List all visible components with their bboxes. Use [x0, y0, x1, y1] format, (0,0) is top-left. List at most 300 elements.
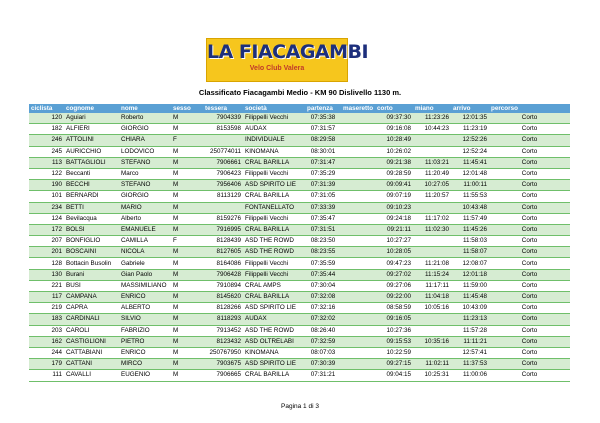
cell-cognome: CAMPANA — [64, 292, 119, 303]
cell-percorso: Corto — [489, 157, 570, 168]
cell-tessera: 8159276 — [203, 213, 243, 224]
cell-partenza: 07:35:47 — [305, 213, 341, 224]
cell-nome: Roberto — [119, 113, 171, 124]
table-row — [29, 359, 570, 370]
cell-arrivo: 12:01:18 — [451, 269, 489, 280]
cell-percorso: Corto — [489, 202, 570, 213]
cell-cognome: BOSCAINI — [64, 247, 119, 258]
cell-miano: 11:02:30 — [413, 224, 451, 235]
cell-maseretto — [341, 146, 375, 157]
cell-arrivo: 10:43:48 — [451, 202, 489, 213]
cell-arrivo: 11:00:06 — [451, 370, 489, 381]
cell-cognome: Bottacin Busolin — [64, 258, 119, 269]
cell-sesso: M — [171, 336, 203, 347]
cell-tessera: 250774011 — [203, 146, 243, 157]
cell-miano: 11:20:57 — [413, 191, 451, 202]
cell-percorso: Corto — [489, 314, 570, 325]
cell-corto: 09:15:53 — [375, 336, 413, 347]
col-header-tessera: tessera — [203, 104, 243, 113]
table-row — [29, 202, 570, 213]
cell-tessera — [203, 135, 243, 146]
cell-ciclista: 234 — [29, 202, 64, 213]
cell-corto: 09:28:59 — [375, 168, 413, 179]
cell-societa: ASD THE ROWD — [243, 247, 305, 258]
cell-miano — [413, 135, 451, 146]
cell-societa: CRAL BARILLA — [243, 370, 305, 381]
cell-miano — [413, 247, 451, 258]
cell-corto: 09:22:00 — [375, 292, 413, 303]
cell-societa: Filippelli Vecchi — [243, 258, 305, 269]
cell-percorso: Corto — [489, 135, 570, 146]
col-header-cognome: cognome — [64, 104, 119, 113]
table-row — [29, 347, 570, 358]
cell-miano: 11:20:49 — [413, 168, 451, 179]
cell-arrivo: 11:00:11 — [451, 180, 489, 191]
cell-arrivo: 12:52:24 — [451, 146, 489, 157]
cell-tessera: 8128439 — [203, 236, 243, 247]
cell-sesso: M — [171, 258, 203, 269]
cell-cognome: BUSI — [64, 280, 119, 291]
cell-tessera: 8164086 — [203, 258, 243, 269]
club-logo — [206, 38, 369, 82]
cell-sesso: F — [171, 135, 203, 146]
cell-ciclista: 244 — [29, 347, 64, 358]
cell-percorso: Corto — [489, 180, 570, 191]
cell-maseretto — [341, 280, 375, 291]
cell-sesso: M — [171, 202, 203, 213]
cell-sesso: M — [171, 180, 203, 191]
cell-ciclista: 179 — [29, 359, 64, 370]
cell-nome: ENRICO — [119, 347, 171, 358]
cell-arrivo: 11:59:00 — [451, 280, 489, 291]
cell-ciclista: 245 — [29, 146, 64, 157]
cell-tessera: 250767950 — [203, 347, 243, 358]
cell-corto: 09:27:15 — [375, 359, 413, 370]
cell-ciclista: 221 — [29, 280, 64, 291]
cell-arrivo: 11:37:53 — [451, 359, 489, 370]
cell-ciclista: 172 — [29, 224, 64, 235]
cell-nome: STEFANO — [119, 157, 171, 168]
cell-nome: Gabriele — [119, 258, 171, 269]
cell-maseretto — [341, 314, 375, 325]
col-header-societa: società — [243, 104, 305, 113]
cell-ciclista: 111 — [29, 370, 64, 381]
cell-ciclista: 246 — [29, 135, 64, 146]
cell-percorso: Corto — [489, 347, 570, 358]
cell-ciclista: 162 — [29, 336, 64, 347]
cell-tessera: 8123432 — [203, 336, 243, 347]
cell-sesso: M — [171, 224, 203, 235]
cell-ciclista: 101 — [29, 191, 64, 202]
cell-partenza: 07:31:05 — [305, 191, 341, 202]
cell-societa: ASD SPIRITO LIE — [243, 359, 305, 370]
cell-arrivo: 12:08:07 — [451, 258, 489, 269]
cell-nome: EUGENIO — [119, 370, 171, 381]
cell-cognome: BERNARDI — [64, 191, 119, 202]
cell-miano — [413, 236, 451, 247]
table-row — [29, 180, 570, 191]
cell-societa: ASD OLTRELABI — [243, 336, 305, 347]
cell-nome: GIORGIO — [119, 191, 171, 202]
cell-societa: ASD SPIRITO LIE — [243, 180, 305, 191]
cell-cognome: Burani — [64, 269, 119, 280]
cell-sesso: M — [171, 370, 203, 381]
cell-sesso: M — [171, 325, 203, 336]
cell-partenza: 07:31:57 — [305, 124, 341, 135]
cell-partenza: 07:35:29 — [305, 168, 341, 179]
cell-maseretto — [341, 370, 375, 381]
cell-societa: ASD SPIRITO LIE — [243, 303, 305, 314]
table-header — [29, 104, 570, 113]
table-body — [29, 113, 570, 381]
cell-arrivo: 10:43:09 — [451, 303, 489, 314]
cell-percorso: Corto — [489, 224, 570, 235]
cell-partenza: 07:32:02 — [305, 314, 341, 325]
cell-ciclista: 201 — [29, 247, 64, 258]
cell-corto: 09:16:05 — [375, 314, 413, 325]
table-row — [29, 168, 570, 179]
cell-sesso: M — [171, 146, 203, 157]
cell-societa: KINOMANA — [243, 347, 305, 358]
cell-miano — [413, 202, 451, 213]
cell-maseretto — [341, 359, 375, 370]
cell-nome: ENRICO — [119, 292, 171, 303]
cell-percorso: Corto — [489, 325, 570, 336]
cell-maseretto — [341, 292, 375, 303]
cell-cognome: CATTANI — [64, 359, 119, 370]
col-header-ciclista: ciclista — [29, 104, 64, 113]
cell-sesso: M — [171, 113, 203, 124]
cell-nome: GIORGIO — [119, 124, 171, 135]
cell-percorso: Corto — [489, 359, 570, 370]
cell-ciclista: 113 — [29, 157, 64, 168]
cell-partenza: 07:35:59 — [305, 258, 341, 269]
cell-partenza: 07:31:51 — [305, 224, 341, 235]
table-row — [29, 314, 570, 325]
results-table — [29, 104, 570, 382]
cell-miano: 11:03:21 — [413, 157, 451, 168]
cell-sesso: M — [171, 168, 203, 179]
cell-tessera: 7906661 — [203, 157, 243, 168]
cell-sesso: M — [171, 314, 203, 325]
cell-cognome: Aguiari — [64, 113, 119, 124]
cell-sesso: M — [171, 280, 203, 291]
col-header-percorso: percorso — [489, 104, 570, 113]
cell-miano: 10:35:16 — [413, 336, 451, 347]
cell-sesso: F — [171, 236, 203, 247]
cell-ciclista: 130 — [29, 269, 64, 280]
cell-corto: 09:09:41 — [375, 180, 413, 191]
cell-cognome: BOLSI — [64, 224, 119, 235]
cell-sesso: M — [171, 303, 203, 314]
cell-nome: ALBERTO — [119, 303, 171, 314]
cell-sesso: M — [171, 157, 203, 168]
col-header-sesso: sesso — [171, 104, 203, 113]
cell-nome: LODOVICO — [119, 146, 171, 157]
cell-societa: FONTANELLATO — [243, 202, 305, 213]
cell-societa: ASD THE ROWD — [243, 236, 305, 247]
cell-percorso: Corto — [489, 370, 570, 381]
table-row — [29, 135, 570, 146]
cell-cognome: CASTIGLIONI — [64, 336, 119, 347]
cell-maseretto — [341, 325, 375, 336]
cell-ciclista: 219 — [29, 303, 64, 314]
cell-corto: 09:27:06 — [375, 280, 413, 291]
cell-maseretto — [341, 347, 375, 358]
cell-ciclista: 182 — [29, 124, 64, 135]
cell-ciclista: 203 — [29, 325, 64, 336]
cell-corto: 09:21:11 — [375, 224, 413, 235]
cell-miano: 10:27:05 — [413, 180, 451, 191]
cell-ciclista: 190 — [29, 180, 64, 191]
cell-tessera: 8127605 — [203, 247, 243, 258]
cell-partenza: 07:32:16 — [305, 303, 341, 314]
cell-societa: KINOMANA — [243, 146, 305, 157]
table-row — [29, 113, 570, 124]
cell-corto: 09:10:23 — [375, 202, 413, 213]
cell-ciclista: 128 — [29, 258, 64, 269]
cell-sesso: M — [171, 347, 203, 358]
cell-nome: PIETRO — [119, 336, 171, 347]
table-row — [29, 325, 570, 336]
header-row — [29, 104, 570, 113]
col-header-nome: nome — [119, 104, 171, 113]
cell-maseretto — [341, 180, 375, 191]
table-row — [29, 336, 570, 347]
cell-arrivo: 11:23:19 — [451, 124, 489, 135]
page-number: Pagina 1 di 3 — [281, 403, 319, 410]
cell-nome: STEFANO — [119, 180, 171, 191]
cell-arrivo: 11:57:49 — [451, 213, 489, 224]
cell-corto: 09:21:38 — [375, 157, 413, 168]
col-header-maseretto: maseretto — [343, 105, 374, 112]
table-row — [29, 280, 570, 291]
cell-miano: 10:25:31 — [413, 370, 451, 381]
cell-corto: 09:27:02 — [375, 269, 413, 280]
cell-partenza: 07:31:21 — [305, 370, 341, 381]
cell-percorso: Corto — [489, 168, 570, 179]
cell-percorso: Corto — [489, 303, 570, 314]
cell-tessera: 8113129 — [203, 191, 243, 202]
cell-tessera: 7904339 — [203, 113, 243, 124]
cell-tessera — [203, 202, 243, 213]
cell-societa: Filippelli Vecchi — [243, 213, 305, 224]
cell-sesso: M — [171, 359, 203, 370]
cell-corto: 08:58:59 — [375, 303, 413, 314]
cell-maseretto — [341, 236, 375, 247]
cell-corto: 10:28:05 — [375, 247, 413, 258]
cell-cognome: CAPRA — [64, 303, 119, 314]
cell-maseretto — [341, 168, 375, 179]
cell-arrivo: 12:52:26 — [451, 135, 489, 146]
cell-partenza: 08:29:58 — [305, 135, 341, 146]
cell-partenza: 08:07:03 — [305, 347, 341, 358]
cell-maseretto — [341, 113, 375, 124]
table-row — [29, 303, 570, 314]
cell-tessera: 7956406 — [203, 180, 243, 191]
logo-subtitle: Velo Club Valera — [249, 65, 305, 72]
cell-tessera: 7906428 — [203, 269, 243, 280]
cell-tessera: 7906423 — [203, 168, 243, 179]
cell-arrivo: 11:58:07 — [451, 247, 489, 258]
cell-cognome: CARDINALI — [64, 314, 119, 325]
cell-nome: Alberto — [119, 213, 171, 224]
cell-arrivo: 12:01:35 — [451, 113, 489, 124]
cell-partenza: 07:30:04 — [305, 280, 341, 291]
cell-societa: CRAL BARILLA — [243, 157, 305, 168]
cell-nome: NICOLA — [119, 247, 171, 258]
cell-cognome: BECCHI — [64, 180, 119, 191]
table-row — [29, 292, 570, 303]
cell-societa: AUDAX — [243, 124, 305, 135]
cell-sesso: M — [171, 124, 203, 135]
cell-sesso: M — [171, 191, 203, 202]
cell-arrivo: 11:11:21 — [451, 336, 489, 347]
cell-corto: 10:27:27 — [375, 236, 413, 247]
cell-miano: 11:17:11 — [413, 280, 451, 291]
cell-nome: Gian Paolo — [119, 269, 171, 280]
cell-arrivo: 12:01:48 — [451, 168, 489, 179]
cell-tessera: 8118293 — [203, 314, 243, 325]
cell-partenza: 08:23:50 — [305, 236, 341, 247]
cell-corto: 10:27:36 — [375, 325, 413, 336]
cell-miano: 10:05:16 — [413, 303, 451, 314]
table-row — [29, 191, 570, 202]
cell-nome: MARIO — [119, 202, 171, 213]
cell-arrivo: 11:45:26 — [451, 224, 489, 235]
cell-percorso: Corto — [489, 124, 570, 135]
cell-miano — [413, 314, 451, 325]
cell-sesso: M — [171, 292, 203, 303]
cell-corto: 09:47:23 — [375, 258, 413, 269]
table-row — [29, 370, 570, 381]
cell-cognome: CATTABIANI — [64, 347, 119, 358]
cell-partenza: 07:32:08 — [305, 292, 341, 303]
cell-tessera: 7906665 — [203, 370, 243, 381]
cell-nome: Marco — [119, 168, 171, 179]
cell-maseretto — [341, 269, 375, 280]
cell-percorso: Corto — [489, 280, 570, 291]
cell-nome: MIRCO — [119, 359, 171, 370]
cell-percorso: Corto — [489, 292, 570, 303]
cell-ciclista: 124 — [29, 213, 64, 224]
cell-cognome: BATTAGLIOLI — [64, 157, 119, 168]
cell-cognome: CAVALLI — [64, 370, 119, 381]
cell-percorso: Corto — [489, 269, 570, 280]
table-row — [29, 269, 570, 280]
cell-maseretto — [341, 202, 375, 213]
cell-nome: CHIARA — [119, 135, 171, 146]
cell-arrivo: 11:57:28 — [451, 325, 489, 336]
cell-societa: Filippelli Vecchi — [243, 269, 305, 280]
cell-miano: 11:17:02 — [413, 213, 451, 224]
cell-maseretto — [341, 303, 375, 314]
cell-partenza: 07:31:47 — [305, 157, 341, 168]
cell-arrivo: 11:55:53 — [451, 191, 489, 202]
col-header-miano: miano — [413, 104, 451, 113]
cell-sesso: M — [171, 247, 203, 258]
cell-cognome: Bevilacqua — [64, 213, 119, 224]
cell-corto: 09:24:18 — [375, 213, 413, 224]
cell-partenza: 08:30:01 — [305, 146, 341, 157]
cell-sesso: M — [171, 269, 203, 280]
cell-miano — [413, 347, 451, 358]
cell-societa: CRAL BARILLA — [243, 292, 305, 303]
cell-cognome: ATTOLINI — [64, 135, 119, 146]
cell-nome: EMANUELE — [119, 224, 171, 235]
cell-societa: ASD THE ROWD — [243, 325, 305, 336]
cell-miano: 11:23:26 — [413, 113, 451, 124]
cell-societa: CRAL BARILLA — [243, 191, 305, 202]
table-row — [29, 146, 570, 157]
cell-tessera: 7903675 — [203, 359, 243, 370]
cell-tessera: 7913452 — [203, 325, 243, 336]
cell-miano: 11:02:11 — [413, 359, 451, 370]
cell-maseretto — [341, 247, 375, 258]
cell-percorso: Corto — [489, 113, 570, 124]
col-header-arrivo: arrivo — [451, 104, 489, 113]
cell-tessera: 8153598 — [203, 124, 243, 135]
cell-tessera: 7916995 — [203, 224, 243, 235]
cell-ciclista: 183 — [29, 314, 64, 325]
cell-miano: 10:44:23 — [413, 124, 451, 135]
report-title: Classificato Fiacagambi Medio - KM 90 Dislivello 1130 m. — [198, 88, 402, 97]
cell-arrivo: 11:23:13 — [451, 314, 489, 325]
table-row — [29, 213, 570, 224]
logo-title: LA FIACAGAMBI — [207, 41, 369, 63]
cell-corto: 10:28:49 — [375, 135, 413, 146]
cell-cognome: BETTI — [64, 202, 119, 213]
table-row — [29, 258, 570, 269]
cell-cognome: AURICCHIO — [64, 146, 119, 157]
cell-miano: 11:04:18 — [413, 292, 451, 303]
cell-cognome: CAROLI — [64, 325, 119, 336]
col-header-partenza: partenza — [305, 104, 341, 113]
cell-maseretto — [341, 157, 375, 168]
cell-percorso: Corto — [489, 247, 570, 258]
cell-societa: CRAL BARILLA — [243, 224, 305, 235]
table-row — [29, 224, 570, 235]
cell-percorso: Corto — [489, 191, 570, 202]
cell-miano — [413, 325, 451, 336]
cell-arrivo: 11:45:48 — [451, 292, 489, 303]
cell-percorso: Corto — [489, 146, 570, 157]
cell-maseretto — [341, 124, 375, 135]
cell-tessera: 8145620 — [203, 292, 243, 303]
cell-nome: FABRIZIO — [119, 325, 171, 336]
table-row — [29, 247, 570, 258]
table-row — [29, 236, 570, 247]
cell-partenza: 07:33:39 — [305, 202, 341, 213]
cell-ciclista: 120 — [29, 113, 64, 124]
col-header-corto: corto — [375, 104, 413, 113]
cell-corto: 10:22:59 — [375, 347, 413, 358]
cell-societa: CRAL AMPS — [243, 280, 305, 291]
cell-maseretto — [341, 191, 375, 202]
cell-sesso: M — [171, 213, 203, 224]
cell-nome: SILVIO — [119, 314, 171, 325]
cell-maseretto — [341, 258, 375, 269]
cell-percorso: Corto — [489, 336, 570, 347]
cell-maseretto — [341, 336, 375, 347]
cell-cognome: Beccanti — [64, 168, 119, 179]
cell-partenza: 08:26:40 — [305, 325, 341, 336]
cell-maseretto — [341, 213, 375, 224]
cell-arrivo: 11:58:03 — [451, 236, 489, 247]
cell-arrivo: 12:57:41 — [451, 347, 489, 358]
table-row — [29, 124, 570, 135]
cell-nome: MASSIMILIANO — [119, 280, 171, 291]
